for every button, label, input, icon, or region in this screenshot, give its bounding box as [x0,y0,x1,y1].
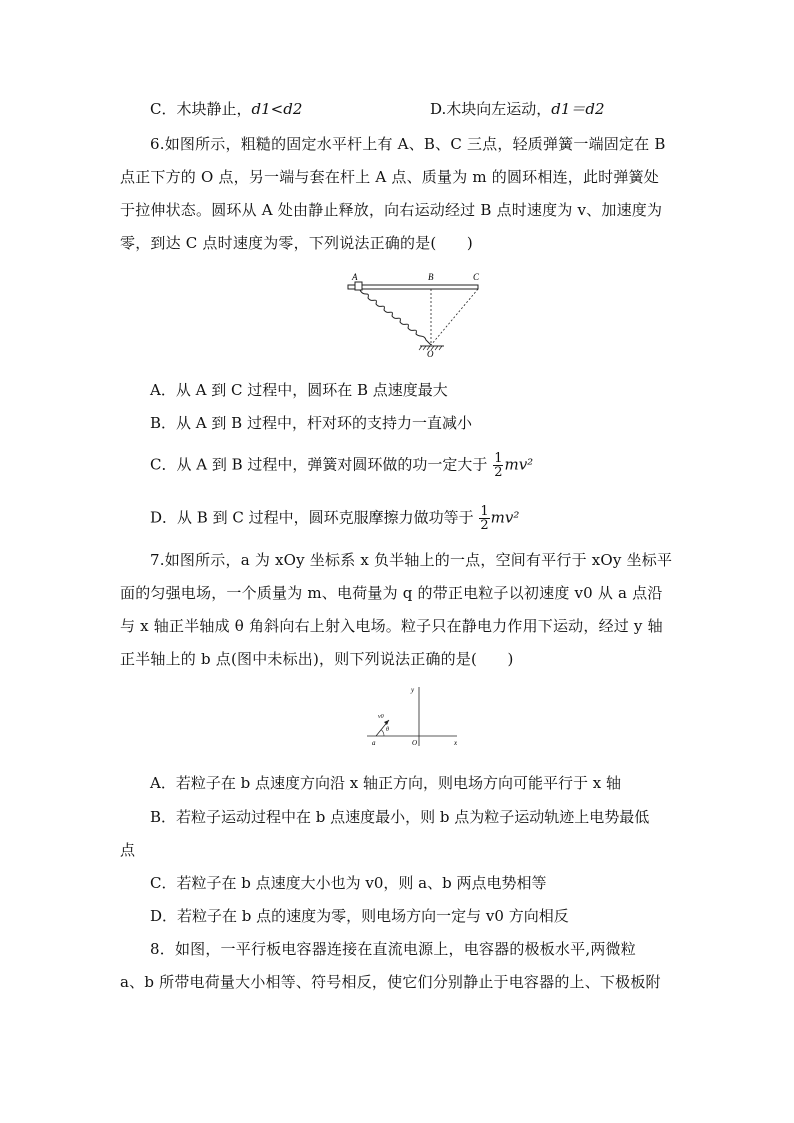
fraction-half: $\frac{1}{2}$ [480,504,489,533]
label-a: a [372,739,376,747]
q6-option-c: C．从 A 到 B 过程中，弹簧对圆环做的功一定大于 $\frac{1}{2}$ mv² [150,451,534,480]
label-o: O [412,739,418,747]
q7-option-b-line-2: 点 [120,841,136,859]
q8-stem-line-1: 8．如图，一平行板电容器连接在直流电源上，电容器的极板水平,两微粒 [150,940,636,958]
q5-option-d: D.木块向左运动，d1＝d2 [430,100,605,118]
q8-stem-line-2: a、b 所带电荷量大小相等、符号相反，使它们分别静止于电容器的上、下极板附 [120,973,661,991]
label-a: A [352,272,358,282]
q7-stem-line-3: 与 x 轴正半轴成 θ 角斜向右上射入电场。粒子只在静电力作用下运动，经过 y 轴 [120,617,663,635]
q6-option-b: B．从 A 到 B 过程中，杆对环的支持力一直减小 [150,414,472,432]
q6-stem-line-1: 6.如图所示，粗糙的固定水平杆上有 A、B、C 三点，轻质弹簧一端固定在 B [150,135,666,153]
c-to-o-dashed-line [431,289,478,345]
q5-option-c: C．木块静止，d1<d2 [150,100,303,118]
fraction-half: $\frac{1}{2}$ [494,451,503,480]
q6-stem-line-2: 点正下方的 O 点，另一端与套在杆上 A 点、质量为 m 的圆环相连，此时弹簧处 [120,168,659,186]
label-o: O [427,349,434,358]
q6-option-a: A．从 A 到 C 过程中，圆环在 B 点速度最大 [150,381,448,399]
q7-option-b-line-1: B．若粒子运动过程中在 b 点速度最小，则 b 点为粒子运动轨迹上电势最低 [150,808,650,826]
q6-stem-line-4: 零，到达 C 点时速度为零，下列说法正确的是( ) [120,234,473,252]
label-y: y [411,686,415,694]
q6-figure [340,268,490,358]
q7-figure [362,684,462,750]
label-v0: v0 [378,714,384,720]
velocity-arrowhead [384,720,389,725]
ring [355,282,362,290]
q7-option-d: D．若粒子在 b 点的速度为零，则电场方向一定与 v0 方向相反 [150,907,569,925]
q6-stem-line-3: 于拉伸状态。圆环从 A 处由静止释放，向右运动经过 B 点时速度为 v、加速度为 [120,201,663,219]
spring [360,290,431,345]
q7-option-a: A．若粒子在 b 点速度方向沿 x 轴正方向，则电场方向可能平行于 x 轴 [150,774,621,792]
q7-stem-line-2: 面的匀强电场，一个质量为 m、电荷量为 q 的带正电粒子以初速度 v0 从 a 点沿 [120,584,663,602]
horizontal-rod [348,285,478,289]
label-b: B [428,272,434,282]
q6-option-d: D．从 B 到 C 过程中，圆环克服摩擦力做功等于 $\frac{1}{2}$ mv² [150,504,520,533]
label-c: C [473,272,480,282]
q7-stem-line-1: 7.如图所示，a 为 xOy 坐标系 x 负半轴上的一点，空间有平行于 xOy 坐标平 [150,551,673,569]
q7-stem-line-4: 正半轴上的 b 点(图中未标出)，则下列说法正确的是( ) [120,650,514,668]
theta-arc [382,730,385,736]
q7-option-c: C．若粒子在 b 点速度大小也为 v0，则 a、b 两点电势相等 [150,874,547,892]
label-x: x [454,739,458,747]
label-theta: θ [386,727,389,733]
